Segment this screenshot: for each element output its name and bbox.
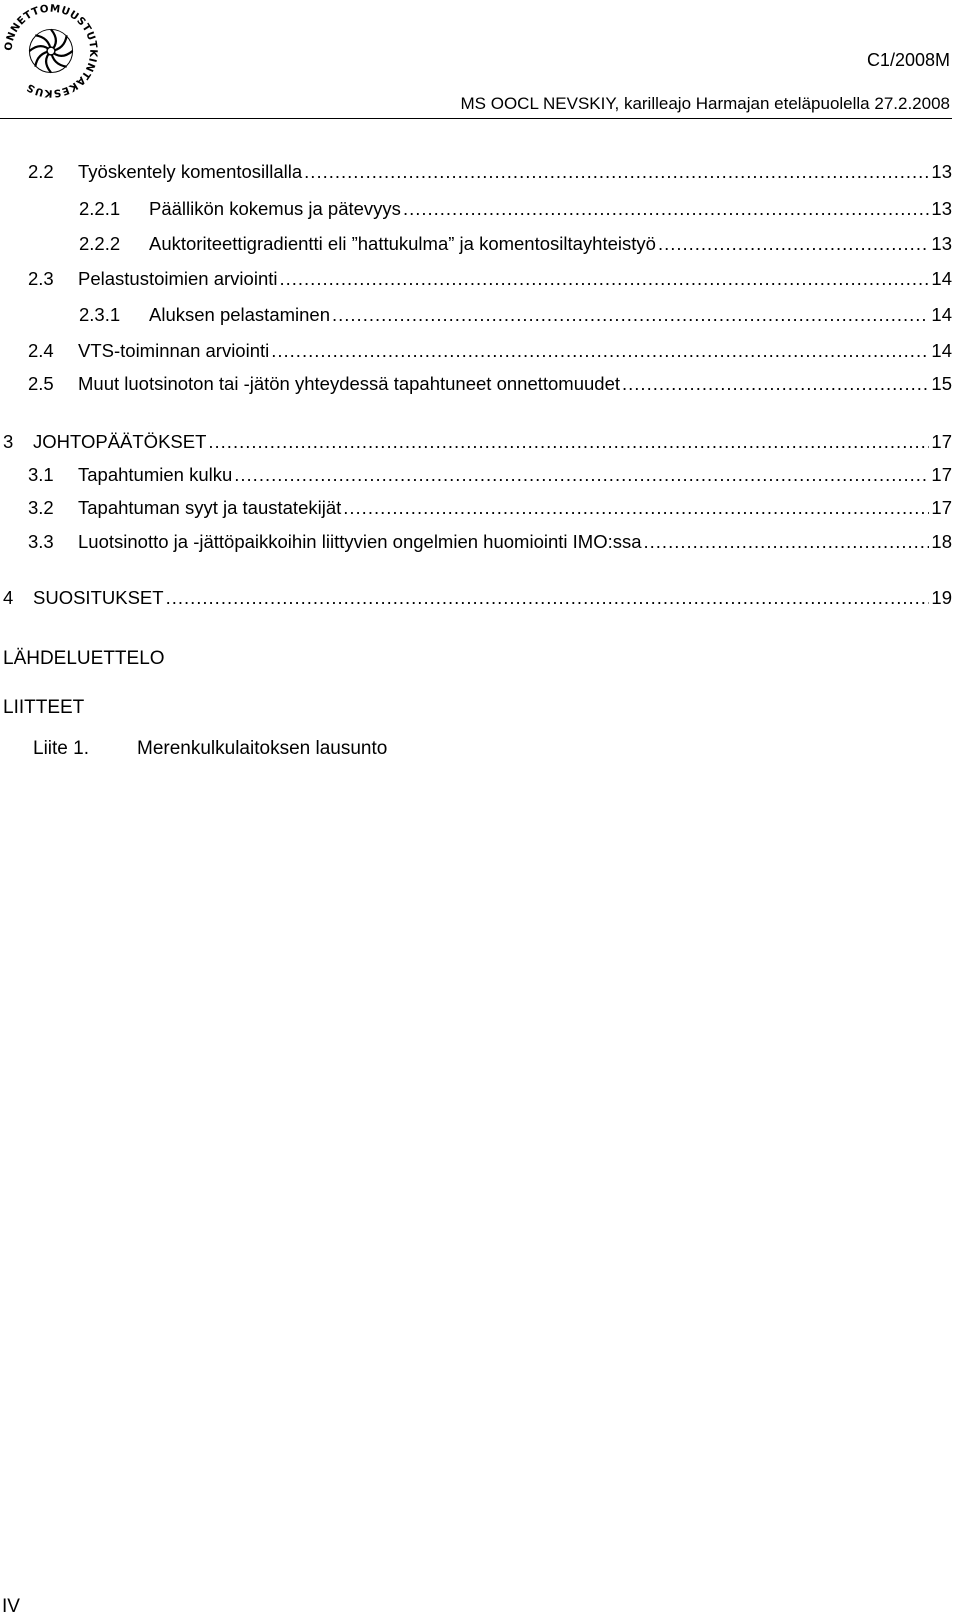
toc-entry-page: 14	[931, 268, 952, 289]
toc-entry-number: 2.5	[28, 373, 54, 394]
toc-entry-page: 19	[931, 587, 952, 608]
toc-entry-number: 3.3	[28, 531, 54, 552]
toc-leader-dots	[166, 585, 930, 611]
toc-entry	[0, 585, 952, 611]
toc-entry-page: 13	[931, 198, 952, 219]
toc-entry	[0, 196, 952, 222]
toc-entry-number: 3.1	[28, 464, 54, 485]
toc-entry-number: 2.2.1	[79, 198, 121, 219]
toc-entry-page: 13	[931, 161, 952, 182]
toc-entry-number: 3.2	[28, 497, 54, 518]
toc-entry-number: 2.3	[28, 268, 54, 289]
toc-entry-number: 2.4	[28, 340, 54, 361]
toc-entry-title: VTS-toiminnan arviointi	[78, 340, 270, 361]
agency-logo	[2, 2, 100, 100]
toc-leader-dots	[271, 338, 929, 364]
toc-entry	[0, 266, 952, 292]
appendix-item-label: Liite 1.	[33, 738, 89, 759]
toc-entry-title: Päällikön kokemus ja pätevyys	[149, 198, 401, 219]
document-subtitle: MS OOCL NEVSKIY, karilleajo Harmajan eteläpuolella 27.2.2008	[460, 94, 950, 113]
toc-entry-title: Muut luotsinoton tai -jätön yhteydessä tapahtuneet onnettomuudet	[78, 373, 621, 394]
toc-entry-number: 4	[3, 587, 14, 608]
toc-entry-title: Aluksen pelastaminen	[149, 304, 330, 325]
toc-entry-title: Pelastustoimien arviointi	[78, 268, 278, 289]
toc-entry-title: Luotsinotto ja -jättöpaikkoihin liittyvien ongelmien huomiointi IMO:ssa	[78, 531, 642, 552]
toc-entry-page: 14	[931, 304, 952, 325]
toc-entry-page: 17	[931, 464, 952, 485]
toc-entry	[0, 231, 952, 257]
toc-entry-number: 2.2.2	[79, 233, 121, 254]
sources-heading: LÄHDELUETTELO	[3, 648, 165, 669]
document-id: C1/2008M	[866, 50, 950, 70]
toc-entry-page: 13	[931, 233, 952, 254]
toc-entry-title: Auktoriteettigradientti eli ”hattukulma” ja komentosiltayhteistyö	[149, 233, 656, 254]
toc-leader-dots	[234, 462, 929, 488]
toc-entry	[0, 429, 952, 455]
toc-leader-dots	[208, 429, 929, 455]
toc-leader-dots	[343, 495, 929, 521]
toc-entry	[0, 495, 952, 521]
toc-entry-number: 2.3.1	[79, 304, 121, 325]
toc-entry	[0, 338, 952, 364]
toc-entry-title: Tapahtumien kulku	[78, 464, 233, 485]
appendix-item-title: Merenkulkulaitoksen lausunto	[137, 738, 388, 759]
toc-entry-page: 17	[931, 497, 952, 518]
toc-entry	[0, 462, 952, 488]
toc-entry-title: JOHTOPÄÄTÖKSET	[33, 431, 207, 452]
toc-entry	[0, 371, 952, 397]
header-divider	[0, 118, 952, 119]
toc-entry	[0, 529, 952, 555]
toc-entry-number: 2.2	[28, 161, 54, 182]
toc-entry-number: 3	[3, 431, 14, 452]
toc-leader-dots	[332, 302, 929, 328]
toc-entry-page: 17	[931, 431, 952, 452]
toc-entry	[0, 159, 952, 185]
toc-entry-page: 18	[931, 531, 952, 552]
toc-entry-title: Tapahtuman syyt ja taustatekijät	[78, 497, 342, 518]
page-number: IV	[2, 1596, 20, 1617]
toc-entry-title: Työskentely komentosillalla	[78, 161, 303, 182]
toc-leader-dots	[304, 159, 929, 185]
toc-entry-page: 14	[931, 340, 952, 361]
toc-leader-dots	[403, 196, 929, 222]
toc-leader-dots	[622, 371, 929, 397]
toc-leader-dots	[644, 529, 930, 555]
toc-entry	[0, 302, 952, 328]
appendix-heading: LIITTEET	[3, 697, 85, 718]
toc-leader-dots	[279, 266, 929, 292]
svg-text:ONNETTOMUUSTUTKINTAKESKUS: ONNETTOMUUSTUTKINTAKESKUS	[2, 2, 100, 100]
toc-entry-title: SUOSITUKSET	[33, 587, 164, 608]
toc-leader-dots	[658, 231, 929, 257]
toc-entry-page: 15	[931, 373, 952, 394]
